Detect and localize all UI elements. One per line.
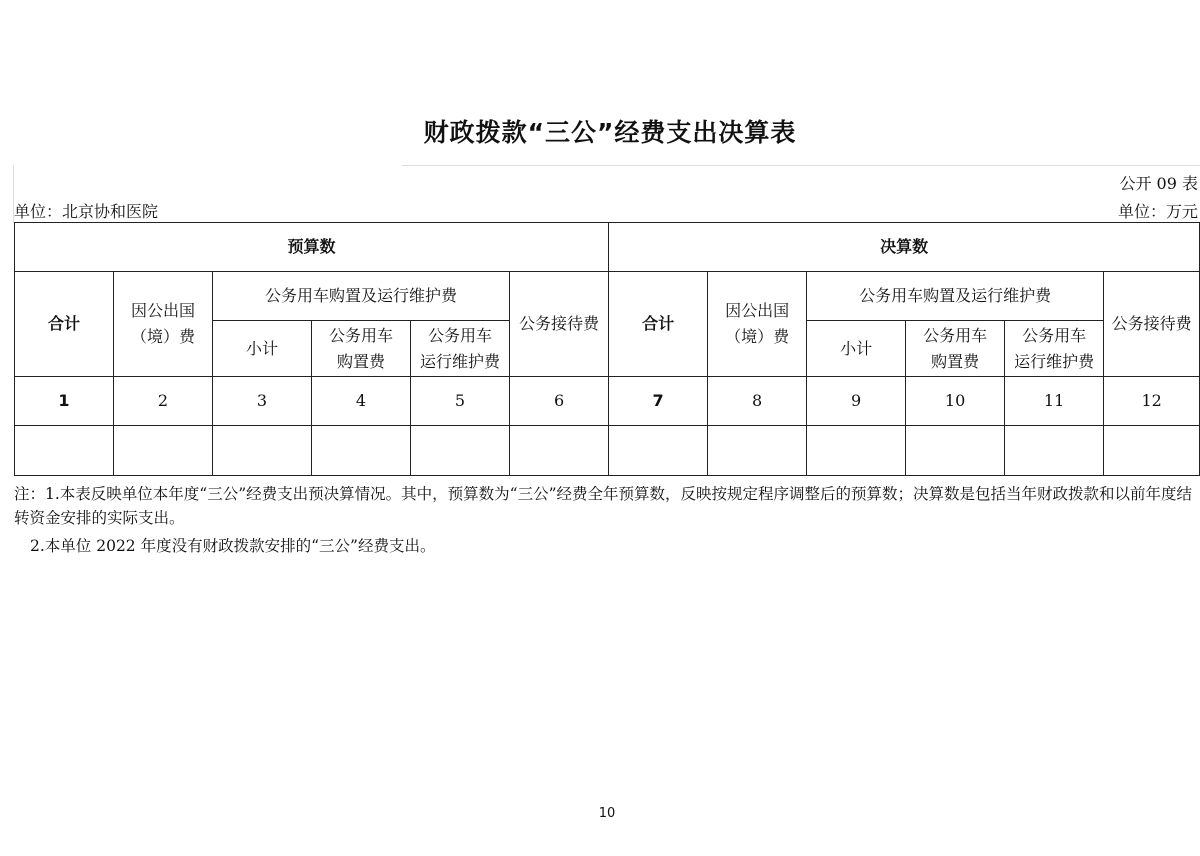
- final-operation-header: 公务用车 运行维护费: [1005, 321, 1104, 377]
- data-cell: [609, 426, 708, 476]
- data-cell: [312, 426, 411, 476]
- column-number: 10: [906, 377, 1005, 426]
- column-number: 2: [114, 377, 213, 426]
- data-cell: [708, 426, 807, 476]
- data-cell: [411, 426, 510, 476]
- data-cell: [15, 426, 114, 476]
- final-reception-header: 公务接待费: [1104, 272, 1200, 377]
- page-title: 财政拨款“三公”经费支出决算表: [423, 118, 797, 147]
- data-cell: [213, 426, 312, 476]
- data-cell: [510, 426, 609, 476]
- column-number: 4: [312, 377, 411, 426]
- budget-subtotal-header: 小计: [213, 321, 312, 377]
- column-number: 6: [510, 377, 609, 426]
- final-group-header: 决算数: [609, 223, 1200, 272]
- final-abroad-header: 因公出国 （境）费: [708, 272, 807, 377]
- form-number: 公开 09 表: [1119, 174, 1198, 193]
- budget-group-header: 预算数: [15, 223, 609, 272]
- budget-total-header: 合计: [15, 272, 114, 377]
- budget-reception-header: 公务接待费: [510, 272, 609, 377]
- column-number: 5: [411, 377, 510, 426]
- three-public-expenses-table: [14, 222, 1200, 476]
- header-divider: [402, 165, 1200, 166]
- column-number: 9: [807, 377, 906, 426]
- reporting-unit: 单位：北京协和医院: [14, 202, 159, 221]
- page-number: 10: [598, 806, 616, 821]
- data-cell: [114, 426, 213, 476]
- footnote-2: 2.本单位 2022 年度没有财政拨款安排的“三公”经费支出。: [30, 537, 436, 555]
- budget-vehicle-group-header: 公务用车购置及运行维护费: [213, 272, 510, 321]
- budget-operation-header: 公务用车 运行维护费: [411, 321, 510, 377]
- budget-abroad-header: 因公出国 （境）费: [114, 272, 213, 377]
- column-number: 3: [213, 377, 312, 426]
- column-number: 11: [1005, 377, 1104, 426]
- final-purchase-header: 公务用车 购置费: [906, 321, 1005, 377]
- data-cell: [1005, 426, 1104, 476]
- column-number: 1: [15, 377, 114, 426]
- column-number: 12: [1104, 377, 1200, 426]
- data-cell: [1104, 426, 1200, 476]
- data-cell: [906, 426, 1005, 476]
- final-total-header: 合计: [609, 272, 708, 377]
- final-vehicle-group-header: 公务用车购置及运行维护费: [807, 272, 1104, 321]
- footnote-1: 注：1.本表反映单位本年度“三公”经费支出预决算情况。其中，预算数为“三公”经费全年预算数，反映按规定程序调整后的预算数；决算数是包括当年财政拨款和以前年度结转资金安排的实际支出。: [14, 485, 1192, 527]
- column-number: 7: [609, 377, 708, 426]
- data-cell: [807, 426, 906, 476]
- final-subtotal-header: 小计: [807, 321, 906, 377]
- currency-unit: 单位：万元: [1117, 202, 1198, 221]
- column-number: 8: [708, 377, 807, 426]
- budget-purchase-header: 公务用车 购置费: [312, 321, 411, 377]
